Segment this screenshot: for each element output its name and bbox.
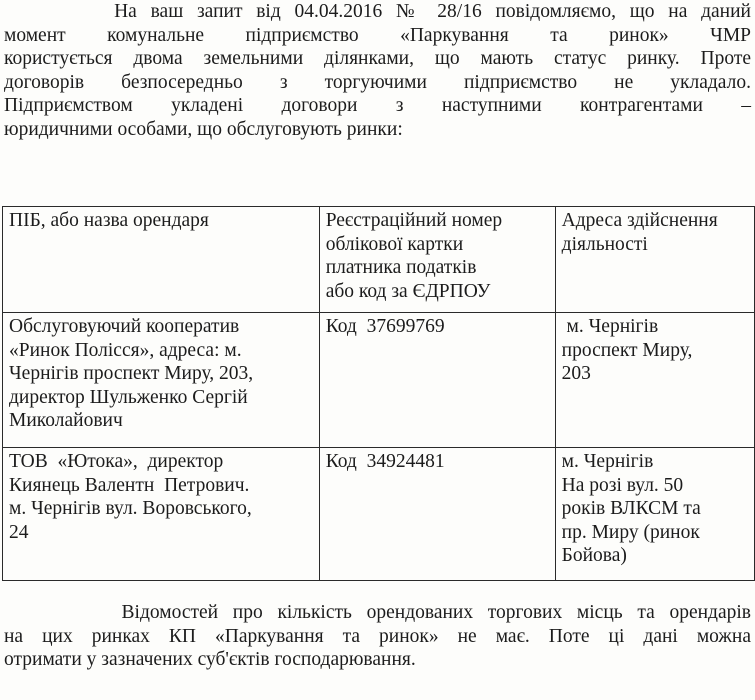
header-text: Реєстраційний номер bbox=[325, 210, 503, 231]
cell-name bbox=[3, 448, 320, 581]
cell-text: 24 bbox=[9, 521, 29, 543]
cell-text: Код 37699769 bbox=[325, 316, 445, 337]
cell-text: Чернігів проспект Миру, 203, bbox=[9, 363, 254, 384]
intro-line: На ваш запит від 04.04.2016 № 28/16 повідомляємо, що на даний bbox=[4, 1, 751, 22]
header-cell-name bbox=[3, 207, 320, 313]
cell-text: пр. Миру (ринок bbox=[561, 521, 700, 543]
cell-address bbox=[555, 313, 754, 448]
closing-paragraph bbox=[4, 601, 751, 672]
intro-line: договорів безпосередньо з торгуючими підприємство не укладало. bbox=[4, 71, 751, 93]
cell-text: директор Шульженко Сергій bbox=[9, 386, 248, 408]
table-header-row bbox=[3, 207, 755, 313]
header-text: платника податків bbox=[325, 257, 477, 278]
cell-text: Обслуговуючий кооператив bbox=[9, 316, 240, 337]
cell-text: м. Чернігів bbox=[561, 316, 659, 337]
cell-text: Бойова) bbox=[561, 545, 627, 566]
header-cell-code bbox=[319, 207, 555, 313]
cell-text: проспект Миру, bbox=[561, 339, 693, 361]
cell-text: 203 bbox=[561, 363, 591, 384]
contractors-table bbox=[2, 206, 755, 581]
cell-name bbox=[3, 313, 320, 448]
cell-code bbox=[319, 448, 555, 581]
intro-paragraph bbox=[4, 0, 751, 141]
header-cell-address bbox=[555, 207, 754, 313]
cell-text: ТОВ «Ютока», директор bbox=[9, 451, 224, 472]
cell-text: На розі вул. 50 bbox=[561, 474, 684, 496]
cell-text: м. Чернігів вул. Воровського, bbox=[9, 498, 252, 519]
cell-text: Код 34924481 bbox=[325, 451, 445, 472]
cell-address bbox=[555, 448, 754, 581]
closing-line: Відомостей про кількість орендованих торгових місць та орендарів bbox=[4, 602, 751, 623]
header-text: Адреса здійснення bbox=[561, 210, 718, 231]
intro-line: Підприємством укладені договори з наступними контрагентами – bbox=[4, 95, 751, 116]
cell-text: м. Чернігів bbox=[561, 451, 654, 472]
header-text: діяльності bbox=[561, 233, 648, 255]
intro-line: момент комунальне підприємство «Паркування та ринок» ЧМР bbox=[4, 24, 751, 46]
cell-code bbox=[319, 313, 555, 448]
intro-line: користується двома земельними ділянками, що мають статус ринку. Проте bbox=[4, 48, 751, 69]
cell-text: років ВЛКСМ та bbox=[561, 498, 701, 519]
header-text: або код за ЄДРПОУ bbox=[325, 280, 491, 302]
header-text: облікової картки bbox=[325, 233, 464, 255]
intro-line: юридичними особами, що обслуговують ринки: bbox=[4, 118, 403, 140]
header-text: ПІБ, або назва орендаря bbox=[9, 210, 209, 231]
closing-line: на цих ринках КП «Паркування та ринок» не має. Поте ці дані можна bbox=[4, 625, 751, 647]
closing-line: отримати у зазначених суб'єктів господарювання. bbox=[4, 649, 416, 670]
table-row bbox=[3, 448, 755, 581]
table-row bbox=[3, 313, 755, 448]
cell-text: «Ринок Полісся», адреса: м. bbox=[9, 339, 242, 361]
cell-text: Киянець Валентн Петрович. bbox=[9, 474, 250, 496]
cell-text: Миколайович bbox=[9, 410, 123, 431]
